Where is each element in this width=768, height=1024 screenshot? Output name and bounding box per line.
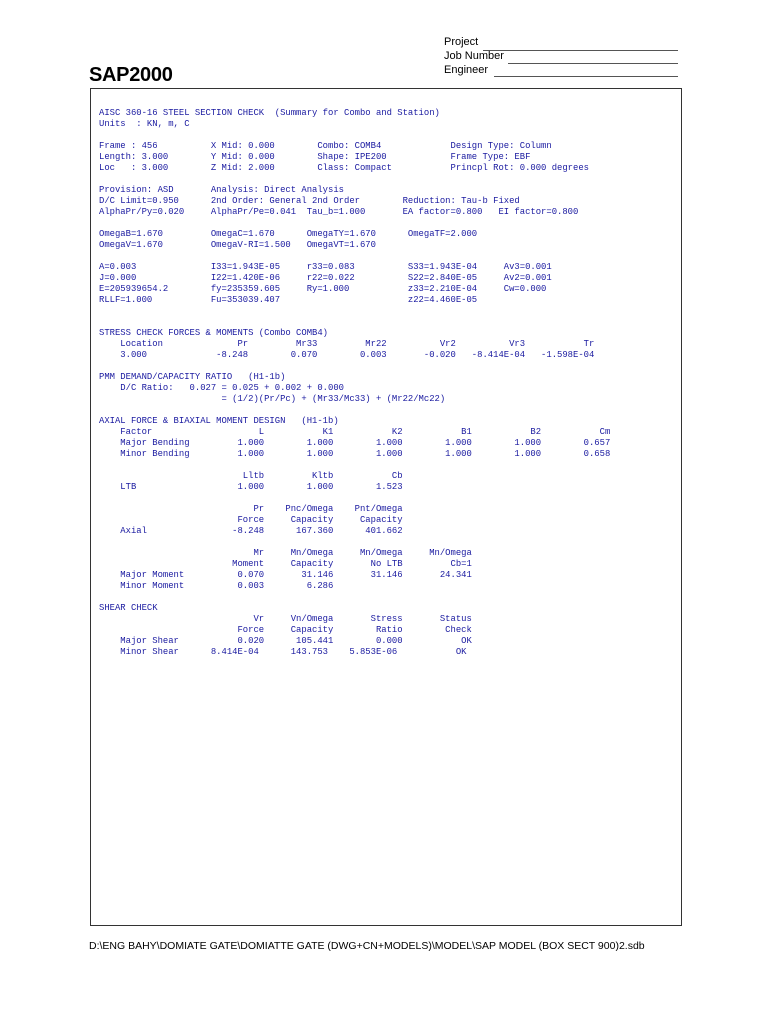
project-underline xyxy=(483,50,678,51)
report-line: OmegaB=1.670 OmegaC=1.670 OmegaTY=1.670 OmegaTF=2.000 xyxy=(99,229,478,239)
report-line: RLLF=1.000 Fu=353039.407 z22=4.460E-05 xyxy=(99,295,478,305)
report-line: Minor Shear 8.414E-04 143.753 5.853E-06 OK xyxy=(99,647,467,657)
report-line: Pr Pnc/Omega Pnt/Omega xyxy=(99,504,403,514)
engineer-label: Engineer xyxy=(444,64,489,76)
report-line: AlphaPr/Py=0.020 AlphaPr/Pe=0.041 Tau_b=1.000 EA factor=0.800 EI factor=0.800 xyxy=(99,207,579,217)
report-line xyxy=(99,361,610,372)
engineer-underline xyxy=(494,76,678,77)
report-line: AISC 360-16 STEEL SECTION CHECK (Summary for Combo and Station) xyxy=(99,108,440,118)
report-line xyxy=(99,493,610,504)
job-number-underline xyxy=(508,63,678,64)
report-line: Units : KN, m, C xyxy=(99,119,190,129)
report-line: Lltb Kltb Cb xyxy=(99,471,403,481)
report-line: Major Bending 1.000 1.000 1.000 1.000 1.000 0.657 xyxy=(99,438,611,448)
report-line: SHEAR CHECK xyxy=(99,603,158,613)
report-line: Location Pr Mr33 Mr22 Vr2 Vr3 Tr xyxy=(99,339,595,349)
file-path-footer: D:\ENG BAHY\DOMIATE GATE\DOMIATTE GATE (DWG+CN+MODELS)\MODEL\SAP MODEL (BOX SECT 900)2.sdb xyxy=(89,940,645,952)
report-line: Axial -8.248 167.360 401.662 xyxy=(99,526,403,536)
job-number-label: Job Number xyxy=(444,50,504,62)
report-line: A=0.003 I33=1.943E-05 r33=0.083 S33=1.943E-04 Av3=0.001 xyxy=(99,262,552,272)
report-line: E=205939654.2 fy=235359.605 Ry=1.000 z33=2.210E-04 Cw=0.000 xyxy=(99,284,547,294)
report-line: = (1/2)(Pr/Pc) + (Mr33/Mc33) + (Mr22/Mc22) xyxy=(99,394,446,404)
report-line xyxy=(99,592,610,603)
report-line: D/C Limit=0.950 2nd Order: General 2nd Order Reduction: Tau-b Fixed xyxy=(99,196,520,206)
report-line: Loc : 3.000 Z Mid: 2.000 Class: Compact Princpl Rot: 0.000 degrees xyxy=(99,163,589,173)
report-line xyxy=(99,306,610,317)
report-line: LTB 1.000 1.000 1.523 xyxy=(99,482,403,492)
report-line: 3.000 -8.248 0.070 0.003 -0.020 -8.414E-04 -1.598E-04 xyxy=(99,350,595,360)
report-line: Length: 3.000 Y Mid: 0.000 Shape: IPE200 Frame Type: EBF xyxy=(99,152,531,162)
report-frame xyxy=(90,88,682,926)
report-line: Frame : 456 X Mid: 0.000 Combo: COMB4 Design Type: Column xyxy=(99,141,552,151)
report-line: OmegaV=1.670 OmegaV-RI=1.500 OmegaVT=1.670 xyxy=(99,240,376,250)
report-line: Major Shear 0.020 105.441 0.000 OK xyxy=(99,636,472,646)
report-line xyxy=(99,405,610,416)
report-line: Mr Mn/Omega Mn/Omega Mn/Omega xyxy=(99,548,472,558)
report-line xyxy=(99,460,610,471)
report-line: Moment Capacity No LTB Cb=1 xyxy=(99,559,472,569)
report-line: J=0.000 I22=1.420E-06 r22=0.022 S22=2.840E-05 Av2=0.001 xyxy=(99,273,552,283)
app-title: SAP2000 xyxy=(89,64,173,86)
report-line xyxy=(99,174,610,185)
report-line: Major Moment 0.070 31.146 31.146 24.341 xyxy=(99,570,472,580)
report-line: Force Capacity Ratio Check xyxy=(99,625,472,635)
report-line: Minor Moment 0.003 6.286 xyxy=(99,581,334,591)
report-line: Force Capacity Capacity xyxy=(99,515,403,525)
report-line xyxy=(99,130,610,141)
report-line: STRESS CHECK FORCES & MOMENTS (Combo COMB4) xyxy=(99,328,329,338)
report-line: Provision: ASD Analysis: Direct Analysis xyxy=(99,185,344,195)
report-line xyxy=(99,251,610,262)
report-line: D/C Ratio: 0.027 = 0.025 + 0.002 + 0.000 xyxy=(99,383,344,393)
report-line xyxy=(99,537,610,548)
project-label: Project xyxy=(444,36,479,48)
report-line xyxy=(99,317,610,328)
steel-check-report xyxy=(99,108,610,658)
report-line: AXIAL FORCE & BIAXIAL MOMENT DESIGN (H1-1b) xyxy=(99,416,339,426)
report-line: Minor Bending 1.000 1.000 1.000 1.000 1.000 0.658 xyxy=(99,449,611,459)
report-line: PMM DEMAND/CAPACITY RATIO (H1-1b) xyxy=(99,372,286,382)
report-line: Vr Vn/Omega Stress Status xyxy=(99,614,472,624)
report-line: Factor L K1 K2 B1 B2 Cm xyxy=(99,427,611,437)
report-line xyxy=(99,218,610,229)
